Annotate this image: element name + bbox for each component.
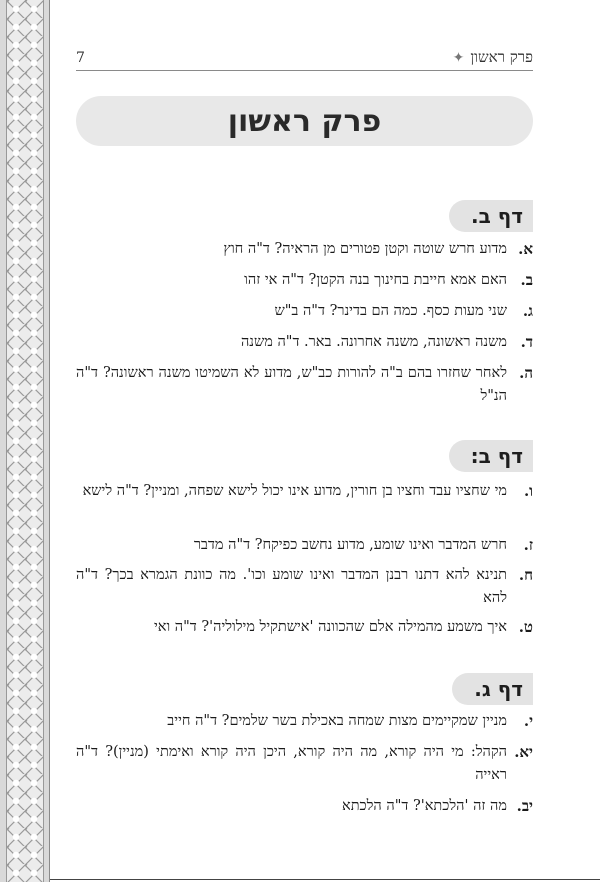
question-number: ח.	[518, 566, 533, 584]
section-heading-daf-2b	[449, 440, 533, 472]
question-item	[76, 795, 533, 818]
question-text: משנה ראשונה, משנה אחרונה. באר. ד"ה משנה	[240, 334, 507, 350]
question-number: ב.	[520, 271, 533, 289]
running-title: פרק ראשון	[470, 48, 533, 66]
question-number: ד.	[520, 333, 533, 351]
page-header	[76, 46, 533, 71]
chapter-title: פרק ראשון	[227, 103, 382, 139]
question-number: יב.	[516, 797, 533, 815]
question-text: מי שחציו עבד וחציו בן חורין, מדוע אינו יכול לישא שפחה, ומניין? ד"ה לישא	[82, 483, 507, 499]
question-number: ז.	[523, 536, 533, 554]
question-item	[76, 238, 533, 261]
question-text: לאחר שחזרו בהם ב"ה להורות כב"ש, מדוע לא השמיטו משנה ראשונה? ד"ה הנ"ל	[76, 365, 507, 404]
ornamental-pattern	[6, 0, 44, 882]
question-text: איך משמע מהמילה אלם שהכוונה 'אישתקיל מילוליה'? ד"ה ואי	[153, 619, 507, 635]
question-item	[76, 741, 533, 787]
section-heading-daf-3a	[452, 673, 533, 705]
question-text: האם אמא חייבת בחינוך בנה הקטן? ד"ה אי זהו	[244, 272, 507, 288]
question-number: ג.	[522, 302, 533, 320]
section-heading-label: דף ב.	[470, 204, 523, 228]
question-text: מדוע חרש שוטה וקטן פטורים מן הראיה? ד"ה חוץ	[223, 241, 507, 257]
question-number: א.	[518, 240, 533, 258]
ornament-icon: ✦	[452, 49, 465, 66]
section-heading-label: דף ב:	[470, 444, 523, 468]
question-item	[76, 300, 533, 323]
question-text: תנינא להא דתנו רבנן המדבר ואינו שומע וכו'. מה כוונת הגמרא בכך? ד"ה להא	[76, 567, 507, 606]
chapter-banner	[76, 96, 533, 146]
decorative-border	[0, 0, 50, 882]
question-text: שני מעות כסף. כמה הם בדינר? ד"ה ב"ש	[274, 303, 507, 319]
question-item	[76, 564, 533, 610]
page-number: 7	[76, 50, 85, 66]
question-text: הקהל: מי היה קורא, מה היה קורא, היכן היה קורא ואימתי (מניין)? ד"ה ראייה	[76, 744, 507, 783]
question-text: מניין שמקיימים מצות שמחה באכילת בשר שלמים? ד"ה חייב	[167, 713, 507, 729]
question-number: ו.	[523, 482, 533, 500]
question-item	[76, 616, 533, 639]
question-item	[76, 269, 533, 292]
question-item	[76, 480, 533, 503]
question-text: חרש המדבר ואינו שומע, מדוע נחשב כפיקח? ד"ה מדבר	[193, 537, 507, 553]
question-item	[76, 534, 533, 557]
question-item	[76, 362, 533, 408]
question-number: ה.	[519, 364, 533, 382]
question-item	[76, 331, 533, 354]
question-item	[76, 710, 533, 733]
bottom-rule	[50, 879, 600, 880]
question-number: ט.	[518, 618, 533, 636]
section-heading-label: דף ג.	[474, 677, 523, 701]
running-head	[453, 48, 533, 67]
section-heading-daf-2a	[449, 200, 533, 232]
question-text: מה זה 'הלכתא'? ד"ה הלכתא	[342, 798, 507, 814]
question-number: יא.	[514, 743, 533, 761]
question-number: י.	[523, 712, 533, 730]
